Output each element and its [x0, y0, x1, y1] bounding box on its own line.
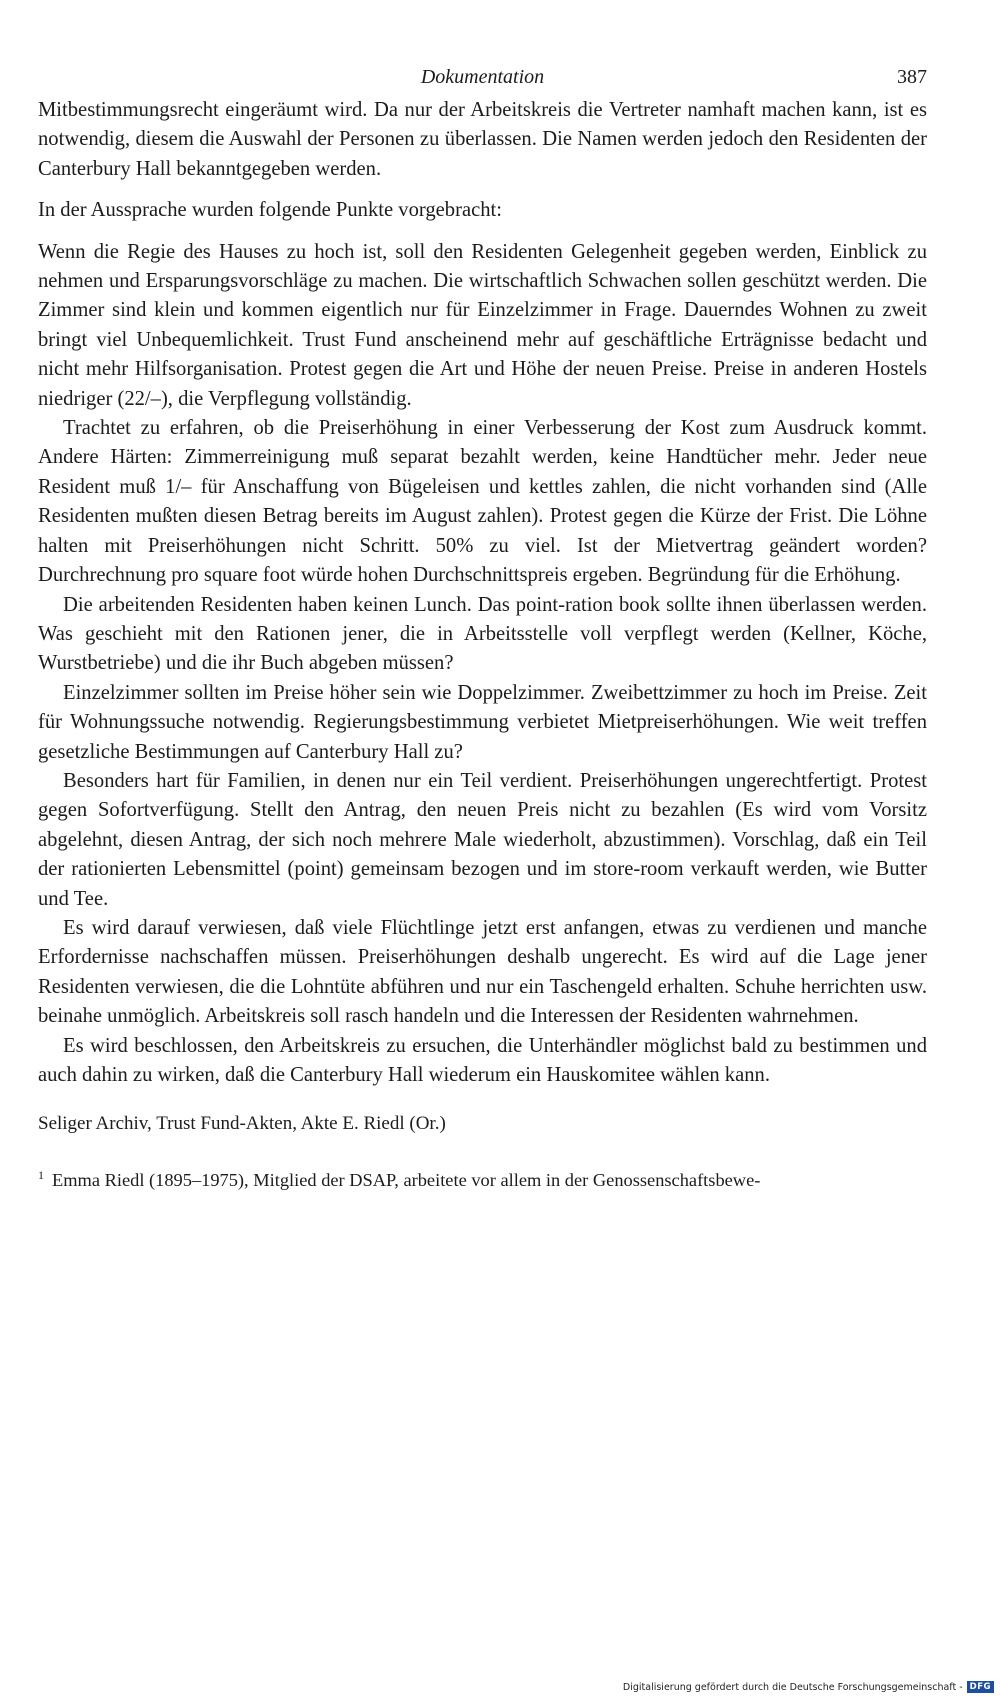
- source-citation: Seliger Archiv, Trust Fund-Akten, Akte E. Riedl (Or.): [38, 1113, 446, 1135]
- paragraph: Mitbestimmungsrecht eingeräumt wird. Da nur der Arbeitskreis die Vertreter namhaft machen kann, ist es notwendig, diesem die Auswahl der Personen zu überlassen. Die Namen werden jedoch den Residenten der Canterbury Hall bekanntgegeben werden.: [38, 99, 927, 180]
- footnote: [38, 1162, 927, 1193]
- paragraph: Einzelzimmer sollten im Preise höher sein wie Doppelzimmer. Zweibettzimmer zu hoch im Preise. Zeit für Wohnungssuche notwendig. Regierungsbestimmung verbietet Mietpreiserhöhungen. Wie weit treffen gesetzliche Bestimmungen auf Canterbury Hall zu?: [38, 681, 927, 763]
- dfg-logo-icon: DFG: [967, 1681, 994, 1693]
- paragraph: Die arbeitenden Residenten haben keinen Lunch. Das point-ration book sollte ihnen überlassen werden. Was geschieht mit den Rationen jener, die in Arbeitsstelle voll verpflegt werden (Kellner, Köche, Wurstbetriebe) und die ihr Buch abgeben müssen?: [38, 593, 927, 675]
- paragraph: Wenn die Regie des Hauses zu hoch ist, soll den Residenten Gelegenheit gegeben werden, Einblick zu nehmen und Ersparungsvorschläge zu machen. Die wirtschaftlich Schwachen sollen geschützt werden. Die Zimmer sind klein und kommen eigentlich nur für Einzelzimmer in Frage. Dauerndes Wohnen zu zweit bringt viel Unbequemlichkeit. Trust Fund anscheinend mehr auf geschäftliche Erträgnisse bedacht und nicht mehr Hilfsorganisation. Protest gegen die Art und Höhe der neuen Preise. Preise in anderen Hostels niedriger (22/–), die Verpflegung vollständig.: [38, 240, 927, 410]
- digitization-notice: [623, 1681, 994, 1693]
- paragraph: In der Aussprache wurden folgende Punkte vorgebracht:: [38, 199, 502, 222]
- paragraph: Trachtet zu erfahren, ob die Preiserhöhung in einer Verbesserung der Kost zum Ausdruck kommt. Andere Härten: Zimmerreinigung muß separat bezahlt werden, keine Handtücher mehr. Jeder neue Resident muß 1/– für Anschaffung von Bügeleisen und kettles zahlen, die nicht vorhanden sind (Alle Residenten mußten diesen Betrag bereits im August zahlen). Protest gegen die Kürze der Frist. Die Löhne halten mit Preiserhöhungen nicht Schritt. 50% zu viel. Ist der Mietvertrag geändert worden? Durchrechnung pro square foot würde hohen Durchschnittspreis ergeben. Begründung für die Erhöhung.: [38, 417, 927, 587]
- running-head: [38, 56, 927, 96]
- paragraph: Es wird beschlossen, den Arbeitskreis zu ersuchen, die Unterhändler möglichst bald zu bestimmen und auch dahin zu wirken, daß die Canterbury Hall wiederum ein Hauskomitee wählen kann.: [38, 1034, 927, 1086]
- page-number: 387: [897, 66, 927, 88]
- digitization-notice-text: Digitalisierung gefördert durch die Deutsche Forschungsgemeinschaft -: [622, 1681, 963, 1693]
- footnote-text: Emma Riedl (1895–1975), Mitglied der DSAP, arbeitete vor allem in der Genossenschaftsbewe-: [52, 1170, 761, 1191]
- paragraph: Besonders hart für Familien, in denen nur ein Teil verdient. Preiserhöhungen ungerechtfertigt. Protest gegen Sofortverfügung. Stellt den Antrag, den neuen Preis nicht zu bezahlen (Es wird vom Vorsitz abgelehnt, diesen Antrag, der sich noch mehrere Male wiederholt, abzustimmen). Vorschlag, daß ein Teil der rationierten Lebensmittel (point) gemeinsam bezogen und im store-room verkauft werden, wie Butter und Tee.: [38, 769, 927, 910]
- body-text: [38, 96, 927, 1090]
- footnote-marker: 1: [38, 1168, 44, 1183]
- running-head-title: Dokumentation: [420, 66, 545, 88]
- document-page: [38, 56, 927, 1194]
- paragraph: Es wird darauf verwiesen, daß viele Flüchtlinge jetzt erst anfangen, etwas zu verdienen und manche Erfordernisse nachschaffen müssen. Preiserhöhungen deshalb ungerecht. Es wird auf die Lage jener Residenten verwiesen, die die Lohntüte abführen und nur ein Taschengeld erhalten. Schuhe herrichten usw. beinahe unmöglich. Arbeitskreis soll rasch handeln und die Interessen der Residenten wahrnehmen.: [38, 916, 927, 1028]
